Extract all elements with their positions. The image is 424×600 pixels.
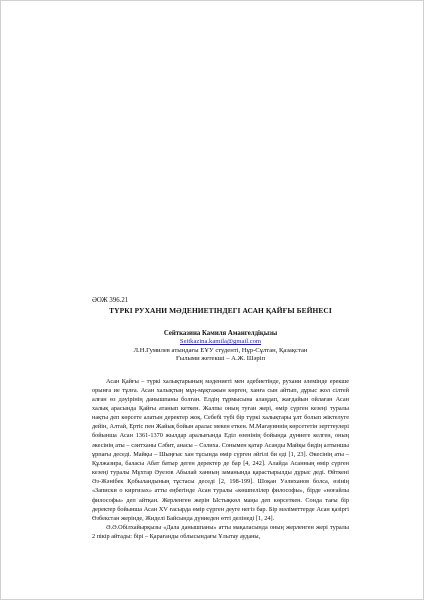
body-paragraph: Ә.Ә.Обілхайырқызы «Дала данышпаны» атты мақаласында оның жерленген жері туралы 2 пікір айтады: бірі – Қарағанды облысындағы Ұлытау ауданы, [92, 524, 349, 541]
scientific-advisor: Ғылыми жетекші – А.Ж. Шәріп [175, 355, 266, 362]
author-name: Сейтказина Камиля Амангелдіқызы [163, 330, 278, 337]
article [92, 296, 349, 541]
article-body [92, 377, 349, 542]
udc-code: ӘОЖ 396.21 [92, 297, 129, 304]
body-paragraph: Асан Қайғы – түркі халықтарының мәдениеті мен әдебиетінде, рухани әлемінде ерекше орынға ие тұлға. Асан халықтың мұң-мұқтажын көрген, ханға сын айтып, дұрыс жол сілтей алған өз дәуірінің данышпаны болған. Елдің тұрмысына алаңдап, жағдайын ойлаған Асан халық арасында Қайғы атанып кеткен. Жалпы оның туған жері, өмір сүрген кезеңі туралы нақты деп көрсете алатын деректер жоқ. Себебі түбі бір түркі халықтары ұлт болып жіктелуге дейін, Алтай, Ертіс пен Жайық бойын аралас мекен еткен. М.Мағауиннің көрсететін зерттеулері бойынша Асан 1361-1370 жылдар аралығында Еділ өзенінің бойында дүниеге келген, оның әкесінің аты – сәитханы Сәбит, анасы – Сәлиха. Сонымен қатар Асанды Майқы бидің алтыншы ұрпағы деседі. Майқы – Шыңғыс хан тұсында өмір сүрген әйгілі би еді [1, 23]. Әкесінің аты – Құлжазира, баласы Абат батыр деген деректер де бар [4, 242]. Алайда Асанның өмір сүрген кезеңі туралы Мұхтар Әуезов Абылай ханның заманында қарастырылды дұрыс деді. Өйткені Әз-Жәнібек Қобыландының тұстасы деседі [2, 198-199]. Шоқан Уәлиханов болса, өзінің «Записки о киргизах» атты еңбегінде Асан туралы «көшпелілер философы», бірде «ноғайлы философы» деп айтқан. Жерленген жерін Ыстықкөл маңы деп көрсеткен. Сонда тағы бір деректер бойынша Асан XV ғасырда өмір сүрген деуге негіз бар. Бір мәліметтерде Асан қазіргі Өзбекстан жерінде, Жиделі Байсында дүниеден өтті делінеді [1, 24]. [92, 377, 349, 522]
article-title: ТҮРКІ РУХАНИ МӘДЕНИЕТІНДЕГІ АСАН ҚАЙҒЫ БЕЙНЕСІ [109, 306, 332, 315]
author-email-link[interactable]: Seitkazina.kamila@gmail.com [179, 338, 262, 345]
author-affiliation: Л.Н.Гумилев атындағы ЕҰУ студенті, Нұр-Сұлтан, Қазақстан [133, 346, 308, 354]
